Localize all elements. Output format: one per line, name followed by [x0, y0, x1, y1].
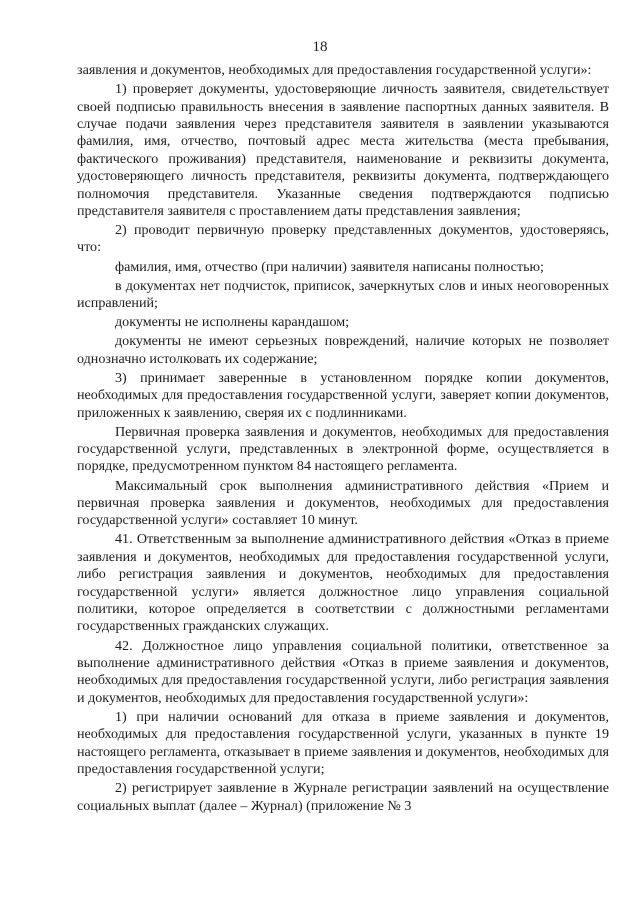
paragraph-clause-42: 42. Должностное лицо управления социальной политики, ответственное за выполнение административного действия «Отказ в приеме заявления и документов, необходимых для предоставления государственной услуги, либо регистрация заявления и документов, необходимых для предоставления государственной услуги»: [77, 637, 609, 706]
paragraph-check-no-pencil: документы не исполнены карандашом; [115, 314, 350, 331]
paragraph-item-1-verify-identity: 1) проверяет документы, удостоверяющие личность заявителя, свидетельствует своей подписью правильность внесения в заявление паспортных данных заявителя. В случае подачи заявления через представителя заявителя в заявлении указываются фамилия, имя, отчество, почтовый адрес места жительства (места пребывания, фактического проживания) представителя, наименование и реквизиты документа, удостоверяющего личность представителя, реквизиты документа, подтверждающего полномочия представителя. Указанные сведения подтверждаются подписью представителя заявителя с проставлением даты представления заявления; [77, 81, 609, 219]
paragraph-check-no-damage: документы не имеют серьезных повреждений, наличие которых не позволяет однозначно истолковать их содержание; [77, 333, 609, 367]
paragraph-item-2-initial-check: 2) проводит первичную проверку представленных документов, удостоверяясь, что: [77, 222, 609, 256]
paragraph-electronic-check: Первичная проверка заявления и документов, необходимых для предоставления государственной услуги, представленных в электронной форме, осуществляется в порядке, предусмотренном пунктом 84 настоящего регламента. [77, 423, 609, 475]
paragraph-max-duration: Максимальный срок выполнения административного действия «Прием и первичная проверка заявления и документов, необходимых для предоставления государственной услуги» составляет 10 минут. [77, 477, 609, 529]
paragraph-check-full-name: фамилия, имя, отчество (при наличии) заявителя написаны полностью; [115, 258, 544, 275]
paragraph-clause-42-item-1: 1) при наличии оснований для отказа в приеме заявления и документов, необходимых для предоставления государственной услуги, указанных в пункте 19 настоящего регламента, отказывает в приеме заявления и документов, необходимых для предоставления государственной услуги; [77, 708, 609, 778]
paragraph-continuation: заявления и документов, необходимых для предоставления государственной услуги»: [77, 62, 592, 78]
paragraph-clause-41: 41. Ответственным за выполнение административного действия «Отказ в приеме заявления и документов, необходимых для предоставления государственной услуги, либо регистрация заявления и документов, необходимых для предоставления государственной услуги» является должностное лицо управления социальной политики, которое определяется в соответствии с должностными регламентами государственных гражданских служащих. [77, 531, 609, 635]
document-body [77, 62, 609, 817]
page-number: 18 [312, 39, 328, 55]
paragraph-check-no-erasures: в документах нет подчисток, приписок, зачеркнутых слов и иных неоговоренных исправлений; [77, 277, 609, 312]
paragraph-clause-42-item-2: 2) регистрирует заявление в Журнале регистрации заявлений на осуществление социальных выплат (далее – Журнал) (приложение № 3 [77, 780, 609, 814]
paragraph-item-3-certify-copies: 3) принимает заверенные в установленном порядке копии документов, необходимых для предоставления государственной услуги, заверяет копии документов, приложенных к заявлению, сверяя их с подлинниками. [77, 369, 609, 421]
